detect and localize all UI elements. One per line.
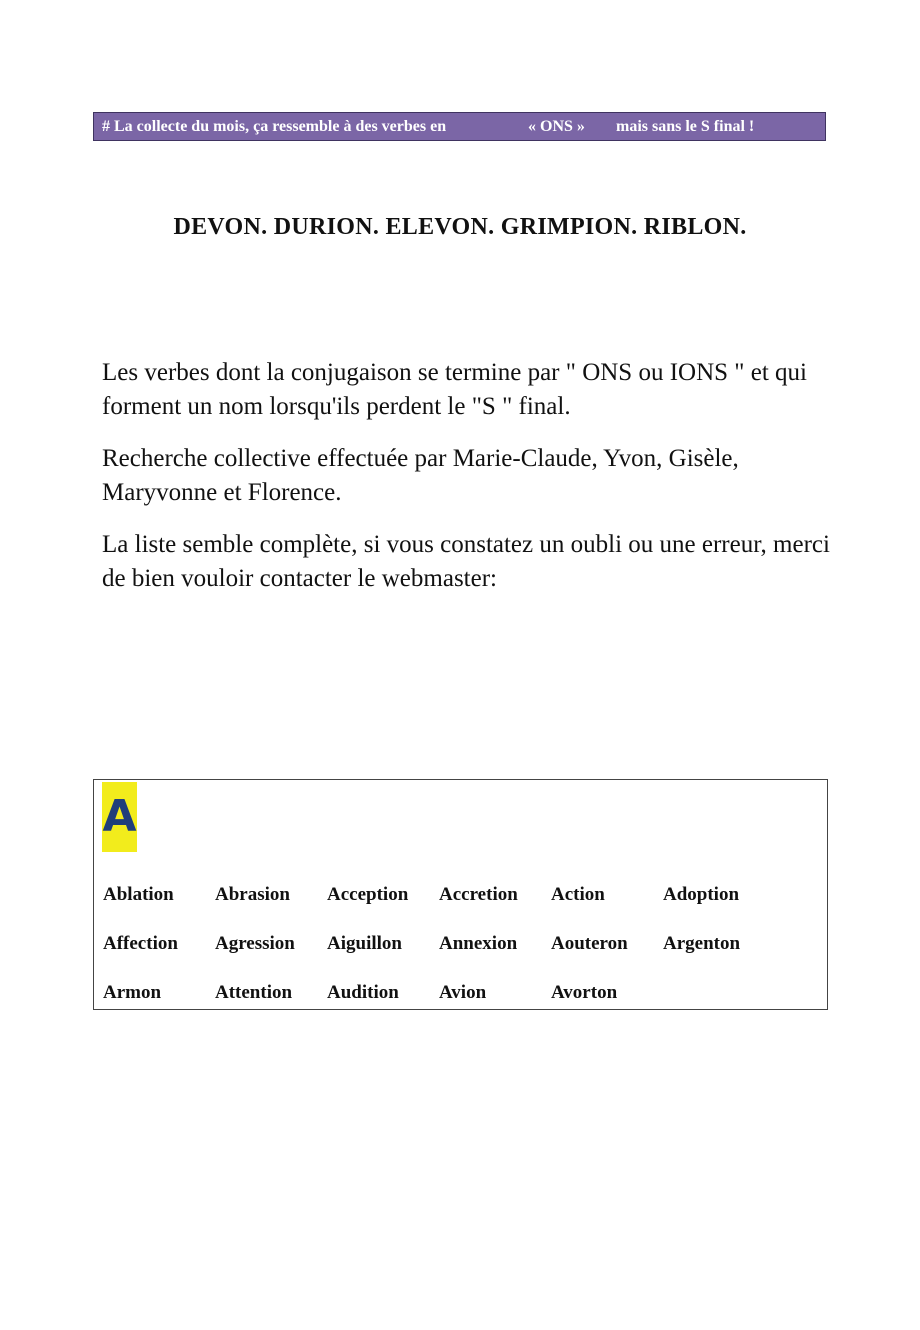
word-item: Ablation: [103, 884, 174, 905]
letter-heading: A: [102, 782, 137, 852]
letter-section-a: [93, 779, 828, 1010]
intro-paragraphs: [102, 356, 832, 614]
word-item: Attention: [215, 982, 293, 1003]
word-list: [103, 884, 783, 1031]
paragraph-contact: La liste semble complète, si vous constatez un oubli ou une erreur, merci de bien vouloir contacter le webmaster:: [102, 531, 830, 592]
word-item: Aouteron: [551, 933, 628, 954]
paragraph-definition: Les verbes dont la conjugaison se termine par " ONS ou IONS " et qui forment un nom lorsqu'ils perdent le "S " final.: [102, 359, 807, 420]
word-item: Agression: [215, 933, 295, 954]
word-item: Avion: [439, 982, 487, 1003]
banner-text-ons: « ONS »: [528, 118, 585, 135]
word-item: Avorton: [551, 982, 618, 1003]
paragraph-credits: Recherche collective effectuée par Marie-Claude, Yvon, Gisèle, Maryvonne et Florence.: [102, 445, 739, 506]
word-item: Adoption: [663, 884, 740, 905]
banner-text-intro: # La collecte du mois, ça ressemble à des verbes en: [102, 118, 447, 135]
word-item: Aiguillon: [327, 933, 402, 954]
collection-banner: [93, 112, 826, 141]
word-item: Annexion: [439, 933, 518, 954]
word-item: Acception: [327, 884, 409, 905]
word-headline: DEVON. DURION. ELEVON. GRIMPION. RIBLON.: [173, 214, 747, 240]
word-item: Action: [551, 884, 605, 905]
word-item: Abrasion: [215, 884, 290, 905]
word-item: Audition: [327, 982, 399, 1003]
word-item: Armon: [103, 982, 162, 1003]
word-item: Argenton: [663, 933, 741, 954]
banner-text-ending: mais sans le S final !: [616, 118, 755, 135]
word-item: Accretion: [439, 884, 518, 905]
word-item: Affection: [103, 933, 178, 954]
